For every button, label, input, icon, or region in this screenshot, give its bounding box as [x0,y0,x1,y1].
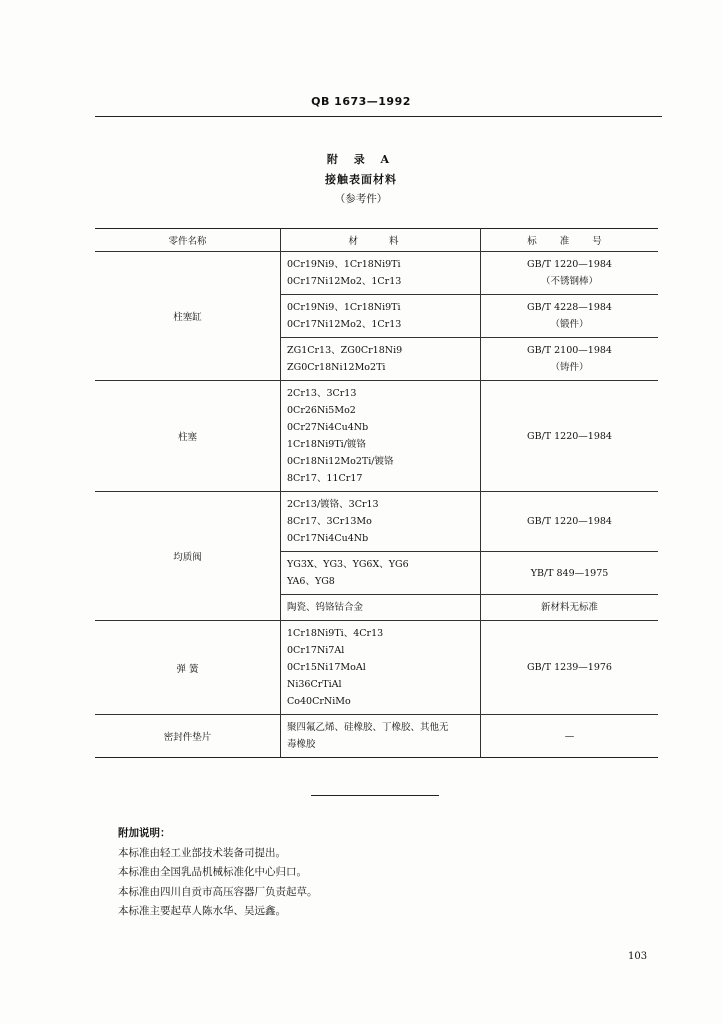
standard-cell [481,621,659,715]
standard-line: （不锈钢棒） [540,276,598,287]
material-line: 0Cr19Ni9、1Cr18Ni9Ti [287,259,401,270]
standard-line: GB/T 1220—1984 [527,516,612,527]
additional-notes [118,824,318,922]
standard-cell [481,552,659,595]
part-name-cell: 弹 簧 [95,621,281,715]
standard-line: GB/T 4228—1984 [527,302,612,313]
material-line: 0Cr17Ni7Al [287,645,345,656]
table-row [95,715,658,758]
materials-table [95,228,658,758]
material-cell [281,492,481,552]
material-line: YG3X、YG3、YG6X、YG6 [287,559,409,570]
material-line: Ni36CrTiAl [287,679,342,690]
material-line: 0Cr17Ni12Mo2、1Cr13 [287,319,402,330]
standard-code-header: QB 1673—1992 [311,95,411,108]
table-row [95,621,658,715]
material-line: 0Cr19Ni9、1Cr18Ni9Ti [287,302,401,313]
material-line: ZG1Cr13、ZG0Cr18Ni9 [287,345,403,356]
standard-line: — [564,730,575,742]
note-line: 本标准由轻工业部技术装备司提出。 [118,846,286,859]
material-cell [281,621,481,715]
table-row [95,492,658,552]
table-body [95,252,658,758]
part-name-cell: 柱塞 [95,381,281,492]
material-line: 0Cr17Ni12Mo2、1Cr13 [287,276,402,287]
header-material: 材 料 [281,229,481,252]
material-cell [281,595,481,621]
material-line: ZG0Cr18Ni12Mo2Ti [287,362,386,373]
standard-line: GB/T 1220—1984 [527,259,612,270]
material-line: 聚四氟乙烯、硅橡胶、丁橡胶、其他无 [287,722,449,733]
standard-line: YB/T 849—1975 [530,567,609,579]
standard-line: （锻件） [550,319,589,330]
material-line: Co40CrNiMo [287,696,351,707]
standard-line: GB/T 1220—1984 [527,430,612,442]
material-line: 0Cr15Ni17MoAl [287,662,366,673]
material-cell [281,715,481,758]
material-cell [281,252,481,295]
material-cell [281,552,481,595]
material-line: YA6、YG8 [287,576,335,587]
standard-cell [481,715,659,758]
standard-cell [481,381,659,492]
appendix-label: 附 录 A [326,153,396,166]
material-line: 毒橡胶 [287,739,316,750]
material-line: 2Cr13、3Cr13 [287,388,357,399]
standard-line: 新材料无标准 [540,602,598,613]
note-line: 本标准主要起草人陈水华、吴远鑫。 [118,905,286,917]
material-cell [281,381,481,492]
material-line: 0Cr26Ni5Mo2 [287,405,356,416]
material-line: 2Cr13/镀铬、3Cr13 [287,499,379,510]
note-line: 本标准由四川自贡市高压容器厂负责起草。 [118,885,318,898]
material-line: 8Cr17、11Cr17 [287,473,363,484]
table-header-row [95,229,658,252]
end-rule [311,795,439,796]
header-standard: 标 准 号 [481,229,659,252]
standard-cell [481,252,659,295]
standard-line: GB/T 1239—1976 [527,662,612,673]
material-line: 陶瓷、钨铬钴合金 [287,602,364,613]
standard-cell [481,338,659,381]
note-line: 本标准由全国乳品机械标准化中心归口。 [118,866,307,878]
header-rule [95,116,662,117]
material-line: 0Cr27Ni4Cu4Nb [287,422,369,433]
table-row [95,381,658,492]
standard-cell [481,595,659,621]
standard-cell [481,295,659,338]
material-line: 1Cr18Ni9Ti/镀铬 [287,439,366,450]
material-cell [281,295,481,338]
part-name-cell: 均质阀 [95,492,281,621]
table-row [95,252,658,295]
material-line: 8Cr17、3Cr13Mo [287,516,372,527]
material-cell [281,338,481,381]
part-name-cell: 柱塞缸 [95,252,281,381]
material-line: 0Cr17Ni4Cu4Nb [287,533,369,544]
header-part: 零件名称 [95,229,281,252]
material-line: 1Cr18Ni9Ti、4Cr13 [287,628,384,639]
part-name-cell: 密封件垫片 [95,715,281,758]
standard-cell [481,492,659,552]
notes-heading: 附加说明： [118,827,171,839]
page-number: 103 [628,951,648,962]
appendix-title: 接触表面材料 [325,173,397,186]
material-line: 0Cr18Ni12Mo2Ti/镀铬 [287,456,394,467]
standard-line: GB/T 2100—1984 [527,345,612,356]
standard-line: （铸件） [550,362,589,373]
appendix-subtitle: （参考件） [334,193,388,205]
